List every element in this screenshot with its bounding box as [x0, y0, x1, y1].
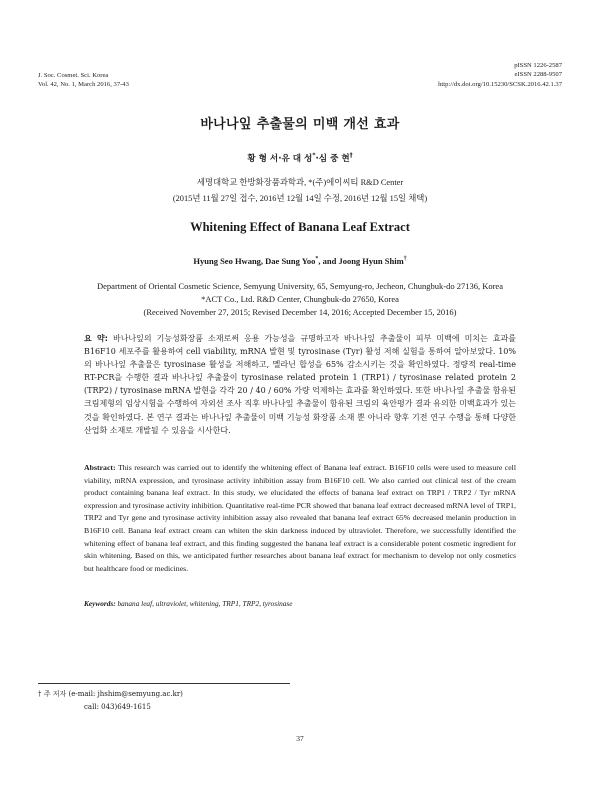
korean-dates: (2015년 11월 27일 접수, 2016년 12월 14일 수정, 2016년 12월 15일 채택) [172, 194, 428, 203]
english-authors-dagger: † [403, 256, 407, 263]
keywords-label: Keywords: [84, 599, 116, 608]
korean-authors-last: ·심 중 현 [315, 154, 350, 164]
korean-affiliation: 세명대학교 한방화장품과학과, *(주)에이씨티 R&D Center [196, 178, 404, 187]
korean-title: 바나나잎 추출물의 미백 개선 효과 [200, 117, 400, 132]
english-authors-asterisk: * [315, 256, 319, 263]
footnote-phone: call: 043)649-1615 [84, 703, 151, 711]
english-abstract-label: Abstract: [84, 463, 116, 472]
page-number: 37 [296, 734, 304, 743]
korean-authors [0, 152, 600, 164]
footnote-divider [38, 683, 290, 684]
english-authors [0, 256, 600, 266]
korean-abstract-text: 바나나잎의 기능성화장품 소재로써 응용 가능성을 규명하고자 바나나잎 추출물이 피부 미백에 미치는 효과를 B16F10 세포주를 활용하여 cell viability, mRNA 발현 및 tyrosinase (Tyr) 활성 저해 실험을 통하여 알아보았다. 10%의 바나나잎 추출물은 tyrosinase 활성을 저해하고, 멜라닌 합성을 65% 감소시키는 것을 확인하였다. 정량적 real-time RT-PCR을 수행한 결과 바나나잎 추출물이 tyrosinase related protein 1 (TRP1) / tyrosinase related protein 2 (TRP2) / tyrosinase mRNA 발현을 각각 20 / 40 / 60% 가량 억제하는 효과를 확인하였다. 또한 바나나잎 추출물 함유된 크림제형의 임상시험을 수행하여 자외선 조사 직후 바나나잎 추출물이 함유된 크림의 육안평가 결과 유의한 미백효과가 있는 것을 확인하였다. 본 연구 결과는 바나나잎 추출물이 미백 기능성 화장품 소재 뿐 아니라 향후 기전 연구 수행을 통해 다양한 산업화 소재로 개발될 수 있음을 시사한다. [84, 334, 516, 435]
english-authors-last: , and Joong Hyun Shim [318, 256, 404, 266]
english-authors-first: Hyung Seo Hwang, Dae Sung Yoo [193, 256, 316, 266]
korean-authors-main: 황 형 서·유 대 성 [247, 154, 313, 164]
doi-link[interactable]: http://dx.doi.org/10.15230/SCSK.2016.42.1.37 [438, 80, 562, 88]
korean-abstract-label: 요 약: [84, 334, 108, 343]
english-affiliation-1: Department of Oriental Cosmetic Science, Semyung University, 65, Semyung-ro, Jecheon, Chungbuk-do 27136, Korea [97, 281, 503, 291]
korean-abstract [84, 332, 516, 437]
footnote-author-email: † 주 저자 (e-mail: jhshim@semyung.ac.kr) [38, 690, 183, 698]
eissn: eISSN 2288-9507 [514, 71, 562, 79]
issn-header [438, 61, 562, 89]
footnote [38, 688, 183, 714]
keywords-text: banana leaf, ultraviolet, whitening, TRP1, TRP2, tyrosinase [117, 599, 293, 608]
english-affiliation-2: *ACT Co., Ltd. R&D Center, Chungbuk-do 27650, Korea [201, 294, 399, 304]
korean-authors-asterisk: * [312, 152, 316, 160]
english-title: Whitening Effect of Banana Leaf Extract [190, 220, 410, 234]
english-dates: (Received November 27, 2015; Revised December 14, 2016; Accepted December 15, 2016) [143, 307, 457, 317]
journal-header [38, 71, 129, 90]
keywords [84, 599, 516, 608]
journal-volume: Vol. 42, No. 1, March 2016, 37-43 [38, 81, 129, 89]
journal-name: J. Soc. Cosmet. Sci. Korea [38, 72, 109, 79]
korean-authors-dagger: † [349, 152, 353, 160]
english-abstract-text: This research was carried out to identify the whitening effect of Banana leaf extract. B16F10 cells were used to measure cell viability, mRNA expression, and tyrosinase activity inhibition assay from B16F10 cell. We also carried out clinical test of the cream product containing banana leaf extract. In this study, we elucidated the effects of banana leaf extract on TRP1 / TRP2 / Tyr mRNA expression and tyrosinase activity inhibition. Quantitative real-time PCR showed that banana leaf extract decreased mRNA level of TRP1, TRP2 and Tyr gene and tyrosinase activity inhibition assay also revealed that banana leaf extract 65% decreased melanin production in B16F10 cell. Banana leaf extract cream can whiten the skin darkness induced by ultraviolet. Therefore, we successfully identified the whitening effect of banana leaf extract, and this finding suggested the banana leaf extract is a considerable potent cosmetic ingredient for skin whitening. Based on this, we anticipated further researches about banana leaf extract for mechanism to develop not only cosmetics but healthcare food or medicines. [84, 463, 516, 573]
english-affiliation [0, 280, 600, 319]
pissn: pISSN 1226-2587 [514, 62, 562, 69]
english-abstract [84, 462, 516, 575]
